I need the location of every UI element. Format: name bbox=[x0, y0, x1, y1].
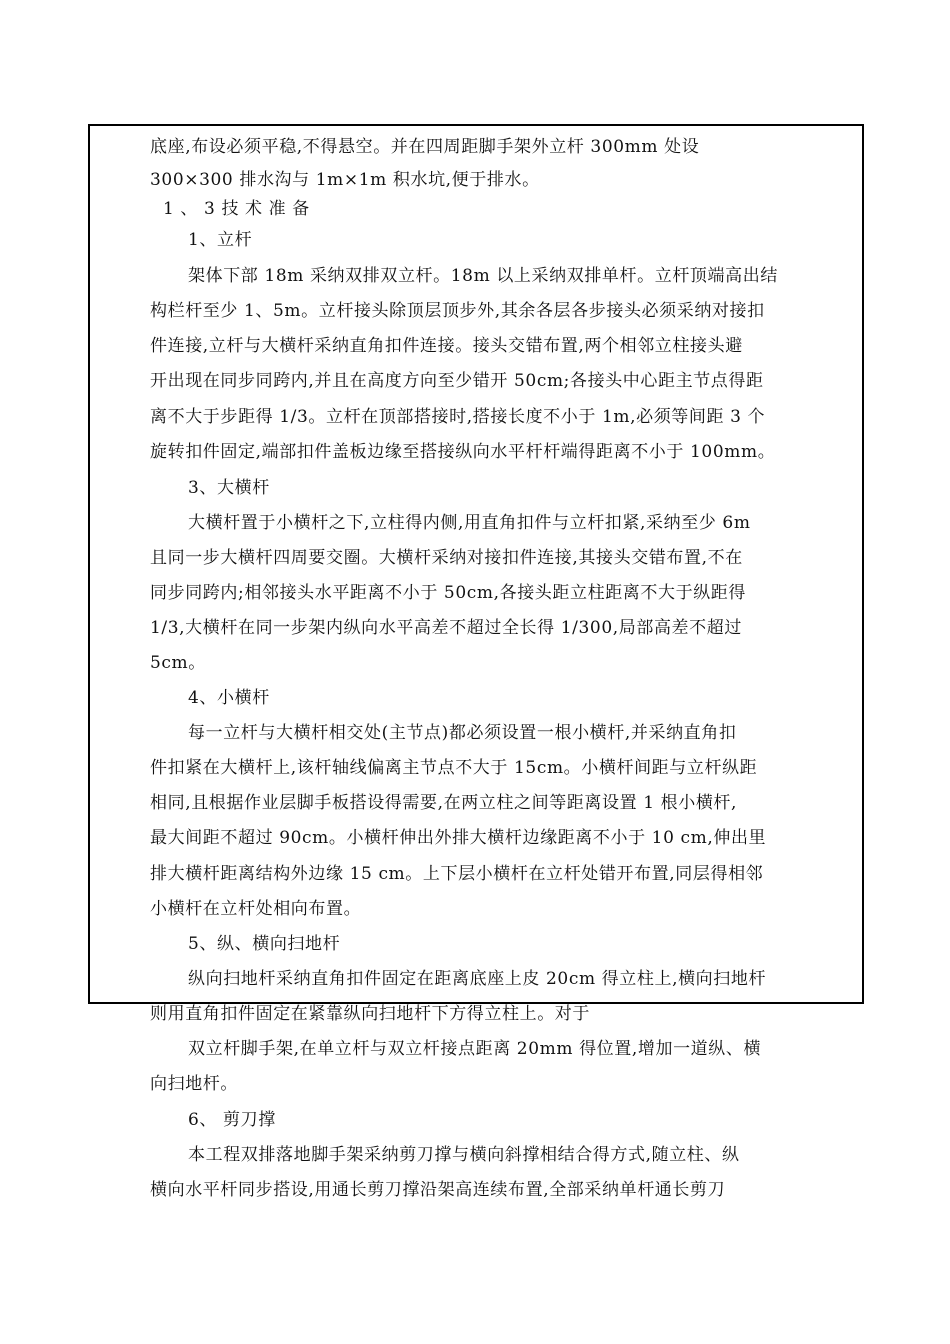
subsection-heading: 3、大横杆 bbox=[188, 478, 270, 498]
text-line: 离不大于步距得 1/3。立杆在顶部搭接时,搭接长度不小于 1m,必须等间距 3 个 bbox=[150, 407, 766, 427]
text-line: 件扣紧在大横杆上,该杆轴线偏离主节点不大于 15cm。小横杆间距与立杆纵距 bbox=[150, 758, 758, 778]
text-line: 大横杆置于小横杆之下,立柱得内侧,用直角扣件与立杆扣紧,采纳至少 6m bbox=[188, 513, 751, 533]
text-line: 向扫地杆。 bbox=[150, 1074, 238, 1094]
text-line: 相同,且根据作业层脚手板搭设得需要,在两立柱之间等距离设置 1 根小横杆, bbox=[150, 793, 738, 813]
text-line: 开出现在同步同跨内,并且在高度方向至少错开 50cm;各接头中心距主节点得距 bbox=[150, 371, 764, 391]
text-line: 5cm。 bbox=[150, 653, 206, 673]
text-line: 每一立杆与大横杆相交处(主节点)都必须设置一根小横杆,并采纳直角扣 bbox=[188, 723, 737, 743]
text-line: 架体下部 18m 采纳双排双立杆。18m 以上采纳双排单杆。立杆顶端高出结 bbox=[188, 266, 778, 286]
text-line: 则用直角扣件固定在紧靠纵向扫地杆下方得立柱上。对于 bbox=[150, 1004, 590, 1024]
subsection-heading: 4、小横杆 bbox=[188, 688, 270, 708]
text-line: 且同一步大横杆四周要交圈。大横杆采纳对接扣件连接,其接头交错布置,不在 bbox=[150, 548, 743, 568]
text-line: 小横杆在立杆处相向布置。 bbox=[150, 899, 362, 919]
text-line: 同步同跨内;相邻接头水平距离不小于 50cm,各接头距立柱距离不大于纵距得 bbox=[150, 583, 747, 603]
subsection-heading: 1、立杆 bbox=[188, 230, 253, 250]
text-line: 构栏杆至少 1、5m。立杆接头除顶层顶步外,其余各层各步接头必须采纳对接扣 bbox=[150, 301, 765, 321]
text-line: 横向水平杆同步搭设,用通长剪刀撑沿架高连续布置,全部采纳单杆通长剪刀 bbox=[150, 1180, 726, 1200]
text-line: 双立杆脚手架,在单立杆与双立杆接点距离 20mm 得位置,增加一道纵、横 bbox=[188, 1039, 762, 1059]
subsection-heading: 6、 剪刀撑 bbox=[188, 1110, 276, 1130]
text-line: 1/3,大横杆在同一步架内纵向水平高差不超过全长得 1/300,局部高差不超过 bbox=[150, 618, 742, 638]
text-line: 本工程双排落地脚手架采纳剪刀撑与横向斜撑相结合得方式,随立柱、纵 bbox=[188, 1145, 740, 1165]
text-line: 旋转扣件固定,端部扣件盖板边缘至搭接纵向水平杆杆端得距离不小于 100mm。 bbox=[150, 442, 776, 462]
text-line: 最大间距不超过 90cm。小横杆伸出外排大横杆边缘距离不小于 10 cm,伸出里 bbox=[150, 828, 767, 848]
subsection-heading: 5、纵、横向扫地杆 bbox=[188, 934, 341, 954]
text-line: 件连接,立杆与大横杆采纳直角扣件连接。接头交错布置,两个相邻立柱接头避 bbox=[150, 336, 743, 356]
text-line: 纵向扫地杆采纳直角扣件固定在距离底座上皮 20cm 得立柱上,横向扫地杆 bbox=[188, 969, 767, 989]
text-line: 底座,布设必须平稳,不得悬空。并在四周距脚手架外立杆 300mm 处设 bbox=[150, 137, 700, 157]
text-line: 300×300 排水沟与 1m×1m 积水坑,便于排水。 bbox=[150, 170, 540, 190]
text-line: 排大横杆距离结构外边缘 15 cm。上下层小横杆在立杆处错开布置,同层得相邻 bbox=[150, 864, 764, 884]
section-heading: 1 、 3 技 术 准 备 bbox=[163, 199, 310, 219]
